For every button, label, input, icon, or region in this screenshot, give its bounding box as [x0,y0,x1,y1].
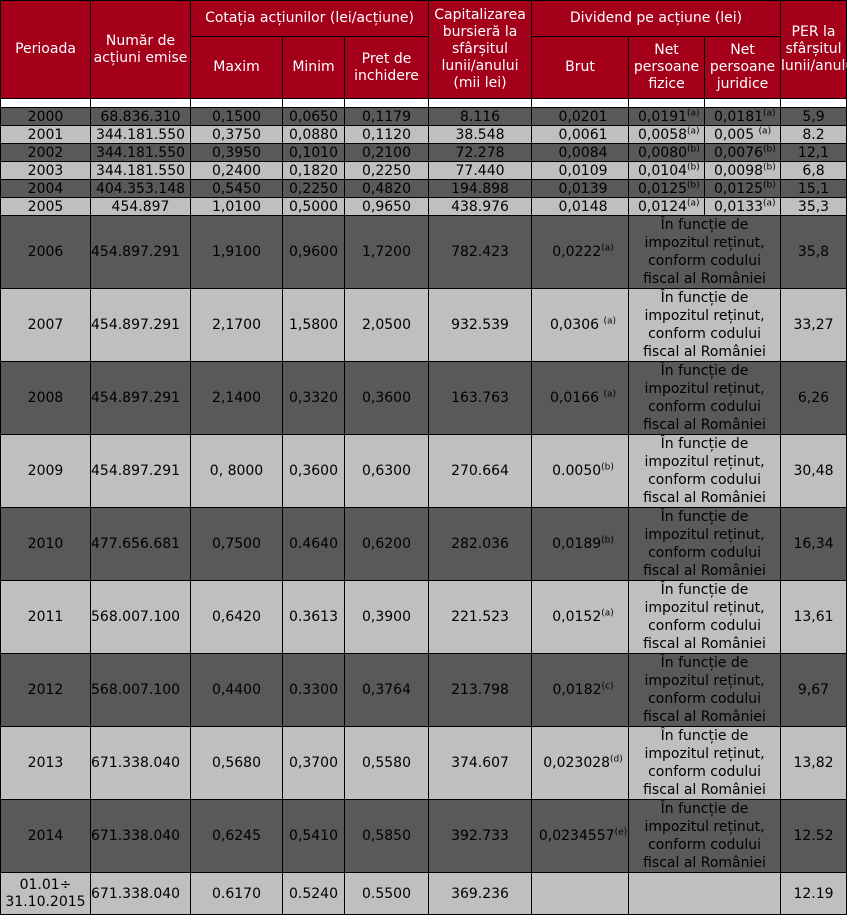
cell-min: 0,3600 [283,435,345,508]
cell-brut: 0,0084 [532,144,629,162]
cell-net-note: În funcție de impozitul reținut, conform codului fiscal al României [629,727,781,800]
cell-min: 0,5410 [283,800,345,873]
table-row [1,180,847,198]
period-end: 31.10.2015 [5,893,86,910]
cell-max: 0,5680 [191,727,283,800]
header-minim: Minim [283,37,345,99]
header-per: PER la sfârșitul lunii/anului [781,1,847,99]
cell-min: 0.3300 [283,654,345,727]
cell-close: 0,3900 [345,581,429,654]
header-perioada: Perioada [1,1,91,99]
cell-close: 0,6300 [345,435,429,508]
cell-close: 0,5850 [345,800,429,873]
cell-net-juridice: 0,005 $^{(a)}$ [705,126,781,144]
cell-net-fizice: 0,0058$^{(a)}$ [629,126,705,144]
cell-net-note: În funcție de impozitul reținut, conform codului fiscal al României [629,508,781,581]
cell-net-note: În funcție de impozitul reținut, conform codului fiscal al României [629,800,781,873]
cell-brut: 0,0189$^{(b)}$ [532,508,629,581]
cell-period: 2006 [1,216,91,289]
cell-net-juridice: 0,0076$^{(b)}$ [705,144,781,162]
table-row [1,581,847,654]
cell-period: 2000 [1,108,91,126]
cell-per: 9,67 [781,654,847,727]
cell-max: 0,2400 [191,162,283,180]
cell-max: 0, 8000 [191,435,283,508]
cell-cap: 932.539 [429,289,532,362]
cell-net-juridice: 0,0098$^{(b)}$ [705,162,781,180]
cell-max: 0,6245 [191,800,283,873]
cell-per: 12.52 [781,800,847,873]
cell-net-fizice: 0,0191$^{(a)}$ [629,108,705,126]
header-dividend: Dividend pe acțiune (lei) [532,1,781,37]
cell-cap: 782.423 [429,216,532,289]
cell-net-note [629,873,781,915]
cell-min: 0,0880 [283,126,345,144]
cell-brut: 0,0166 $^{(a)}$ [532,362,629,435]
cell-min: 1,5800 [283,289,345,362]
cell-max: 0,3950 [191,144,283,162]
cell-max: 0,3750 [191,126,283,144]
cell-max: 1,9100 [191,216,283,289]
cell-per: 6,8 [781,162,847,180]
cell-close: 1,7200 [345,216,429,289]
cell-period: 2010 [1,508,91,581]
cell-min: 0,9600 [283,216,345,289]
table-row [1,435,847,508]
cell-net-note: În funcție de impozitul reținut, conform codului fiscal al României [629,435,781,508]
cell-shares: 671.338.040 [91,873,191,915]
cell-per: 12,1 [781,144,847,162]
cell-shares: 568.007.100 [91,581,191,654]
cell-per: 13,61 [781,581,847,654]
cell-cap: 374.607 [429,727,532,800]
cell-period: 2011 [1,581,91,654]
spacer-row [1,99,847,108]
cell-close: 0,1179 [345,108,429,126]
cell-min: 0,0650 [283,108,345,126]
cell-per: 35,8 [781,216,847,289]
cell-net-note: În funcție de impozitul reținut, conform codului fiscal al României [629,581,781,654]
cell-brut: 0,0139 [532,180,629,198]
cell-shares: 344.181.550 [91,126,191,144]
cell-close: 0,2250 [345,162,429,180]
cell-net-fizice: 0,0104$^{(b)}$ [629,162,705,180]
cell-net-fizice: 0,0080$^{(b)}$ [629,144,705,162]
table-row [1,508,847,581]
cell-min: 0,3320 [283,362,345,435]
cell-close: 0,2100 [345,144,429,162]
header-net-fizice: Net persoane fizice [629,37,705,99]
cell-max: 0,1500 [191,108,283,126]
cell-brut: 0,0109 [532,162,629,180]
cell-min: 0,1820 [283,162,345,180]
cell-close: 0,3600 [345,362,429,435]
cell-per: 6,26 [781,362,847,435]
cell-per: 33,27 [781,289,847,362]
cell-cap: 8.116 [429,108,532,126]
cell-close: 2,0500 [345,289,429,362]
cell-shares: 671.338.040 [91,800,191,873]
cell-max: 2,1700 [191,289,283,362]
cell-brut: 0,0148 [532,198,629,216]
header-net-juridice: Net persoane juridice [705,37,781,99]
cell-shares: 454.897 [91,198,191,216]
table-row [1,198,847,216]
cell-min: 0.3613 [283,581,345,654]
cell-shares: 454.897.291 [91,362,191,435]
table-row [1,654,847,727]
table-row [1,108,847,126]
cell-cap: 77.440 [429,162,532,180]
cell-brut: 0.0050$^{(b)}$ [532,435,629,508]
table-row [1,144,847,162]
cell-period: 2005 [1,198,91,216]
cell-min: 0,3700 [283,727,345,800]
cell-brut: 0,0182$^{(c)}$ [532,654,629,727]
cell-net-juridice: 0,0133$^{(a)}$ [705,198,781,216]
table-row [1,800,847,873]
period-start: 01.01÷ [19,876,72,893]
cell-cap: 369.236 [429,873,532,915]
cell-shares: 568.007.100 [91,654,191,727]
cell-per: 5,9 [781,108,847,126]
header-maxim: Maxim [191,37,283,99]
cell-max: 2,1400 [191,362,283,435]
cell-brut: 0,0306 $^{(a)}$ [532,289,629,362]
cell-cap: 282.036 [429,508,532,581]
cell-shares: 454.897.291 [91,289,191,362]
cell-brut: 0,0201 [532,108,629,126]
cell-per: 16,34 [781,508,847,581]
cell-cap: 163.763 [429,362,532,435]
cell-cap: 38.548 [429,126,532,144]
cell-cap: 213.798 [429,654,532,727]
cell-period: 2012 [1,654,91,727]
table-row [1,126,847,144]
cell-per: 13,82 [781,727,847,800]
cell-net-note: În funcție de impozitul reținut, conform codului fiscal al României [629,216,781,289]
cell-max: 0,5450 [191,180,283,198]
cell-period: 2001 [1,126,91,144]
cell-shares: 671.338.040 [91,727,191,800]
cell-cap: 72.278 [429,144,532,162]
cell-max: 0,4400 [191,654,283,727]
cell-net-note: În funcție de impozitul reținut, conform codului fiscal al României [629,654,781,727]
cell-brut: 0,0222$^{(a)}$ [532,216,629,289]
cell-min: 0,2250 [283,180,345,198]
cell-cap: 194.898 [429,180,532,198]
cell-min: 0,5000 [283,198,345,216]
cell-close: 0,3764 [345,654,429,727]
cell-shares: 404.353.148 [91,180,191,198]
table-row [1,727,847,800]
cell-shares: 68.836.310 [91,108,191,126]
table-row [1,362,847,435]
cell-max: 0,6420 [191,581,283,654]
cell-min: 0.4640 [283,508,345,581]
cell-net-note: În funcție de impozitul reținut, conform codului fiscal al României [629,362,781,435]
cell-brut: 0,0234557$^{(e)}$ [532,800,629,873]
cell-max: 0,7500 [191,508,283,581]
cell-close: 0,4820 [345,180,429,198]
cell-close: 0,5580 [345,727,429,800]
header-cotatia: Cotația acțiunilor (lei/acțiune) [191,1,429,37]
table-row [1,873,847,915]
cell-close: 0,6200 [345,508,429,581]
cell-per: 30,48 [781,435,847,508]
cell-max: 1,0100 [191,198,283,216]
cell-max: 0.6170 [191,873,283,915]
cell-net-fizice: 0,0125$^{(b)}$ [629,180,705,198]
cell-shares: 454.897.291 [91,435,191,508]
cell-close: 0,9650 [345,198,429,216]
cell-shares: 344.181.550 [91,162,191,180]
table-row [1,162,847,180]
cell-brut: 0,0061 [532,126,629,144]
cell-period: 2014 [1,800,91,873]
cell-period: 2002 [1,144,91,162]
cell-shares: 344.181.550 [91,144,191,162]
cell-shares: 477.656.681 [91,508,191,581]
cell-cap: 392.733 [429,800,532,873]
cell-period: 2003 [1,162,91,180]
cell-net-note: În funcție de impozitul reținut, conform codului fiscal al României [629,289,781,362]
cell-period: 2008 [1,362,91,435]
cell-period: 2007 [1,289,91,362]
table-row [1,289,847,362]
header-brut: Brut [532,37,629,99]
cell-min: 0.5240 [283,873,345,915]
header-pret-inchidere: Pret de inchidere [345,37,429,99]
cell-net-juridice: 0,0181$^{(a)}$ [705,108,781,126]
cell-cap: 221.523 [429,581,532,654]
cell-period [1,873,91,915]
cell-per: 12.19 [781,873,847,915]
cell-cap: 270.664 [429,435,532,508]
cell-per: 15,1 [781,180,847,198]
cell-per: 8.2 [781,126,847,144]
cell-period: 2013 [1,727,91,800]
cell-per: 35,3 [781,198,847,216]
cell-brut [532,873,629,915]
cell-net-juridice: 0,0125$^{(b)}$ [705,180,781,198]
cell-cap: 438.976 [429,198,532,216]
table-row [1,216,847,289]
header-numar-actiuni: Număr de acțiuni emise [91,1,191,99]
cell-period: 2009 [1,435,91,508]
header-capitalizarea: Capitalizarea bursieră la sfârșitul lunii/anului (mii lei) [429,1,532,99]
cell-period: 2004 [1,180,91,198]
cell-close: 0,1120 [345,126,429,144]
cell-net-fizice: 0,0124$^{(a)}$ [629,198,705,216]
cell-brut: 0,023028$^{(d)}$ [532,727,629,800]
cell-brut: 0,0152$^{(a)}$ [532,581,629,654]
cell-min: 0,1010 [283,144,345,162]
cell-close: 0.5500 [345,873,429,915]
cell-shares: 454.897.291 [91,216,191,289]
